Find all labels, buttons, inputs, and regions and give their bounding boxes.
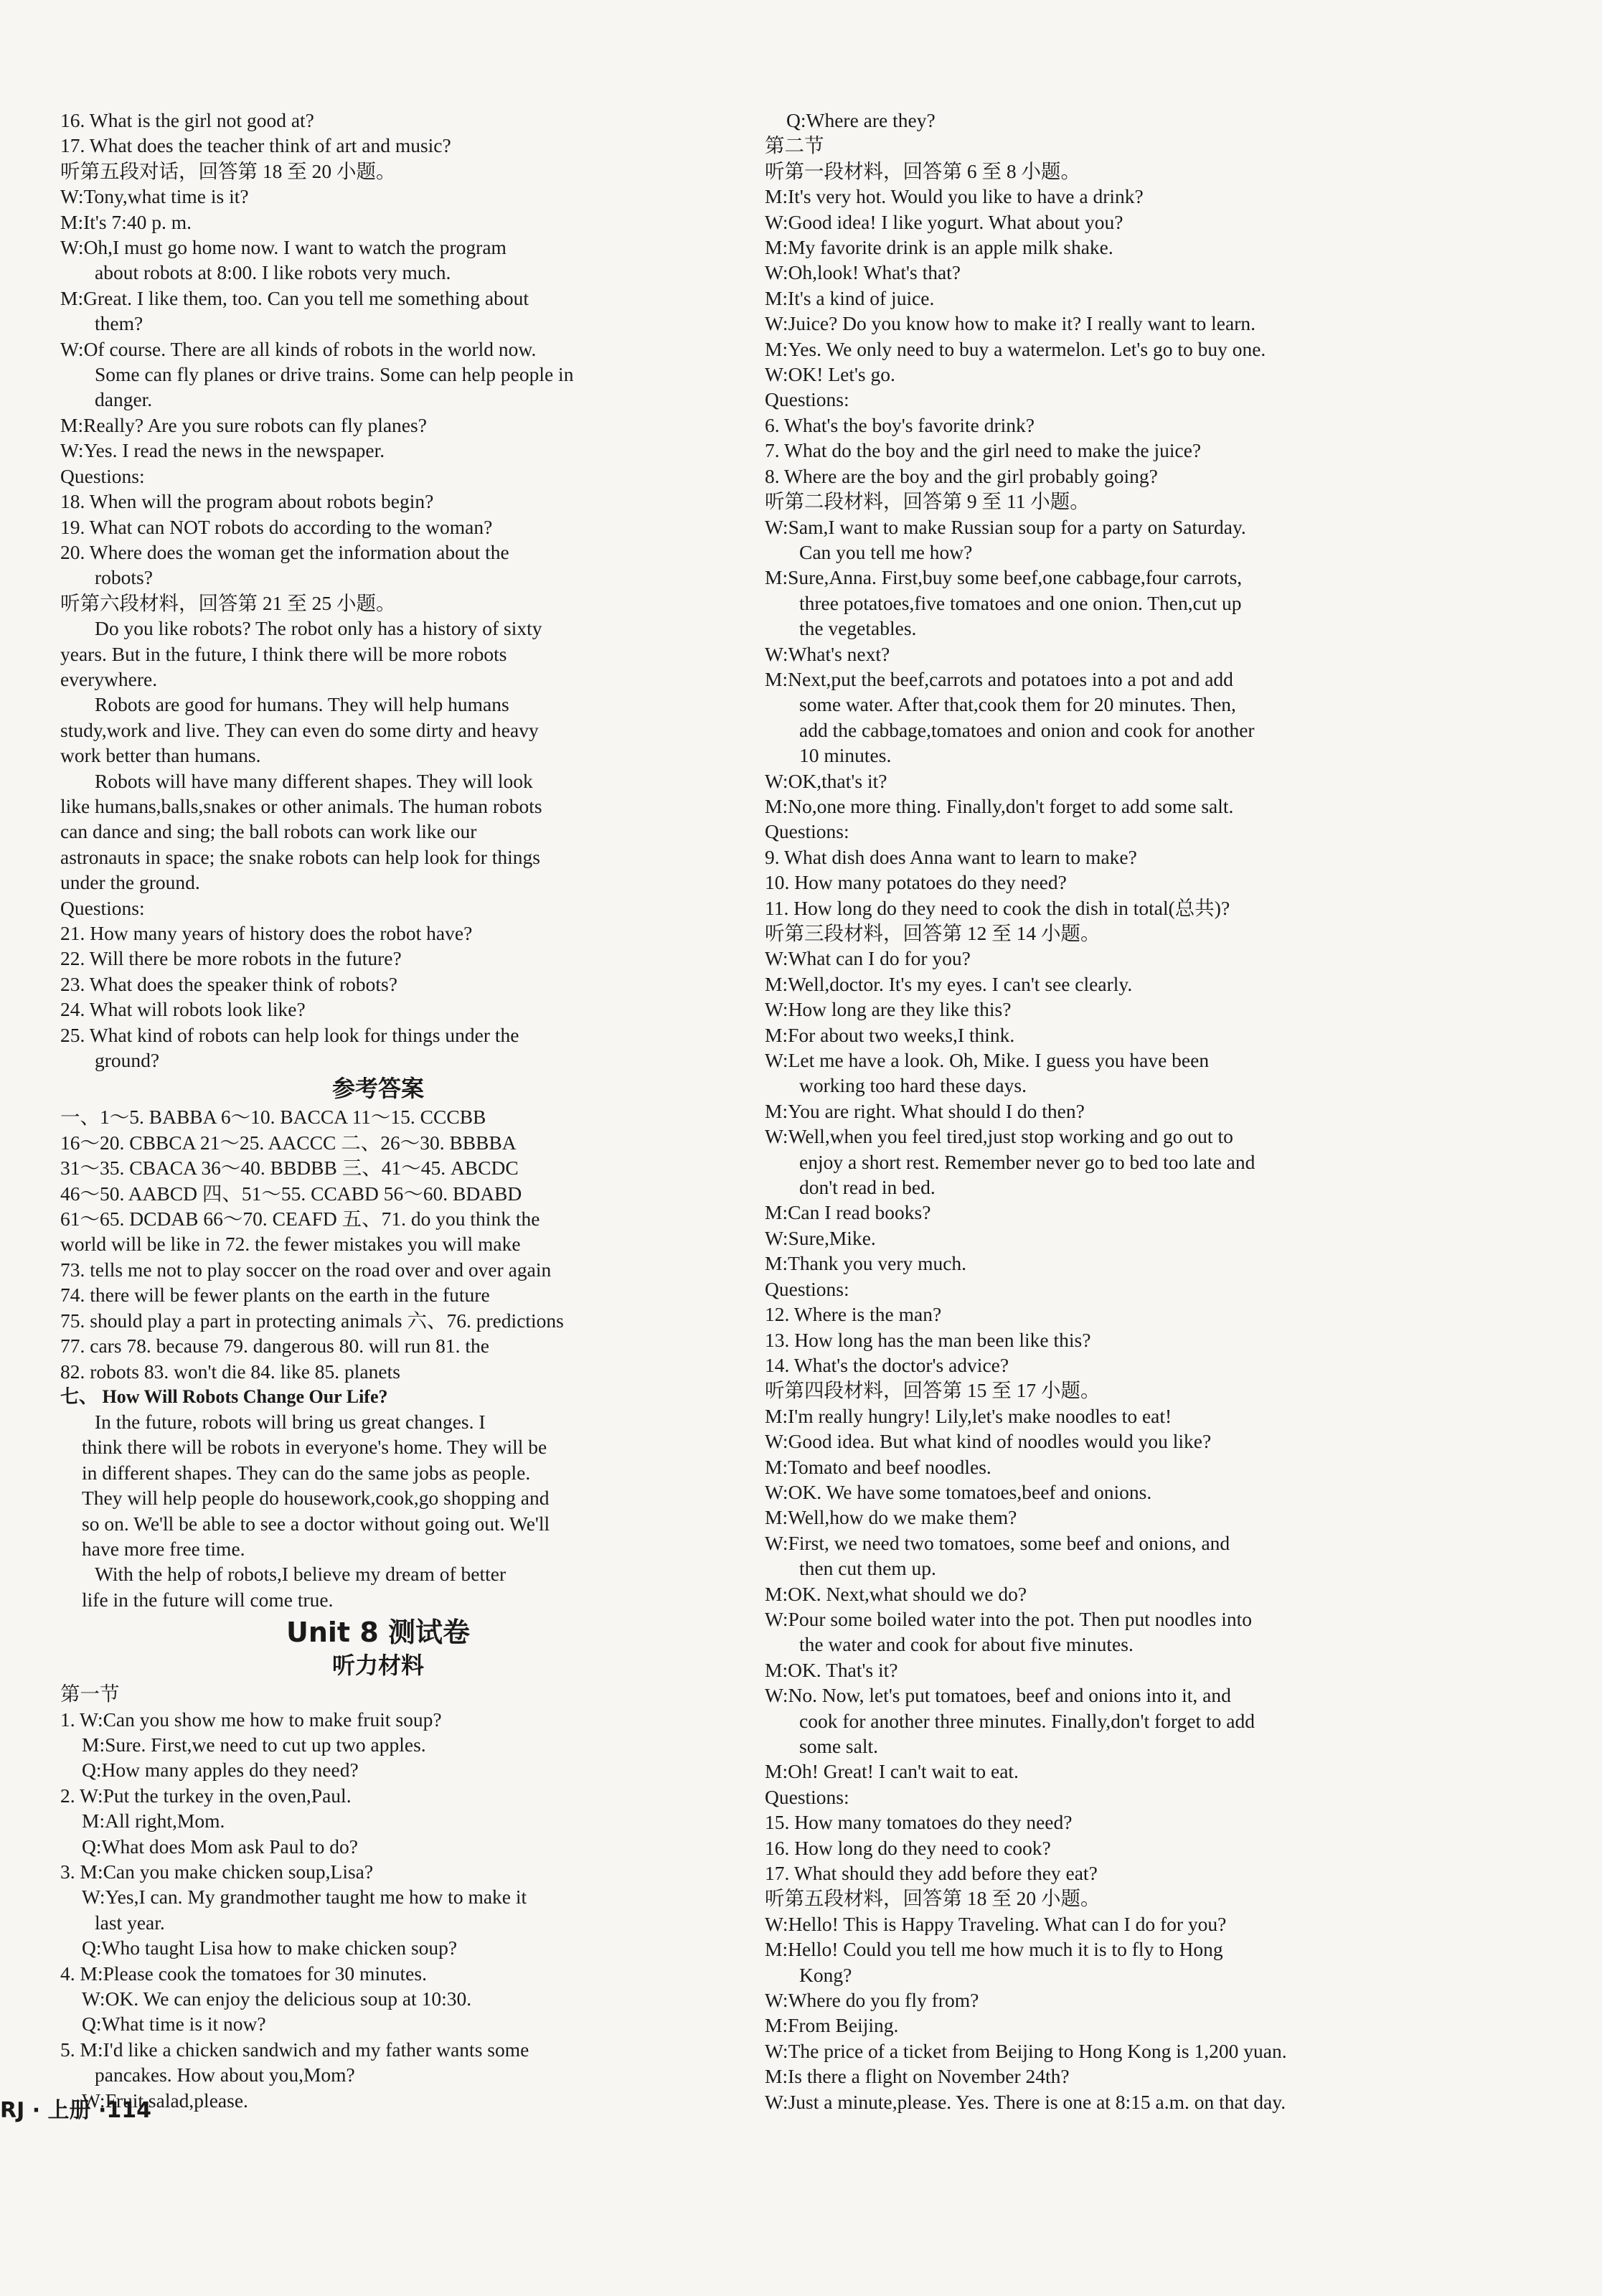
right-text-line: W:The price of a ticket from Beijing to Hong Kong is 1,200 yuan. (765, 2039, 1287, 2062)
left-text-line: Do you like robots? The robot only has a history of sixty (95, 617, 542, 640)
right-text-line: W:Just a minute,please. Yes. There is one at 8:15 a.m. on that day. (765, 2090, 1286, 2113)
left-text-line: Questions: (60, 464, 145, 487)
left-text-line: 5. M:I'd like a chicken sandwich and my father wants some (60, 2038, 529, 2061)
left-text-line: 听力材料 (331, 1652, 424, 1680)
right-text-line: W:OK! Let's go. (765, 363, 895, 386)
left-text-line: 听第五段对话，回答第 18 至 20 小题。 (60, 159, 396, 182)
left-text-line: W:Yes,I can. My grandmother taught me how to make it (82, 1886, 527, 1909)
left-text-line: W:Oh,I must go home now. I want to watch the program (60, 236, 506, 259)
right-text-line: W:Well,when you feel tired,just stop working and go out to (765, 1125, 1233, 1148)
right-text-line: three potatoes,five tomatoes and one onion. Then,cut up (799, 591, 1242, 614)
right-text-line: Questions: (765, 1785, 849, 1808)
right-text-line: enjoy a short rest. Remember never go to bed too late and (799, 1150, 1255, 1173)
left-text-line: M:Really? Are you sure robots can fly planes? (60, 413, 427, 436)
left-text-line: 46～50. AABCD 四、51～55. CCABD 56～60. BDABD (60, 1182, 522, 1205)
left-text-line: M:It's 7:40 p. m. (60, 210, 192, 233)
left-text-line: 21. How many years of history does the robot have? (60, 922, 473, 944)
left-text-line: work better than humans. (60, 744, 261, 767)
right-text-line: W:Let me have a look. Oh, Mike. I guess you have been (765, 1049, 1210, 1072)
right-text-line: 11. How long do they need to cook the dish in total(总共)? (765, 896, 1230, 919)
right-text-line: 17. What should they add before they eat? (765, 1862, 1098, 1885)
left-text-line: 25. What kind of robots can help look for things under the (60, 1023, 519, 1046)
right-text-line: M:No,one more thing. Finally,don't forget to add some salt. (765, 794, 1234, 817)
left-text-line: 1. W:Can you show me how to make fruit soup? (60, 1708, 442, 1731)
left-text-line: 82. robots 83. won't die 84. like 85. planets (60, 1360, 400, 1383)
right-text-line: 第二节 (765, 134, 824, 157)
right-text-line: W:Hello! This is Happy Traveling. What can I do for you? (765, 1912, 1227, 1935)
right-text-line: then cut them up. (799, 1557, 936, 1580)
right-text-line: W:OK,that's it? (765, 769, 887, 792)
right-text-line: M:I'm really hungry! Lily,let's make noodles to eat! (765, 1404, 1172, 1427)
left-text-line: like humans,balls,snakes or other animals. The human robots (60, 794, 542, 817)
right-text-line: 10 minutes. (799, 744, 892, 767)
left-text-line: Unit 8 测试卷 (286, 1617, 470, 1649)
left-text-line: under the ground. (60, 871, 200, 894)
right-text-line: M:Well,how do we make them? (765, 1506, 1017, 1529)
right-text-line: 听第一段材料，回答第 6 至 8 小题。 (765, 159, 1080, 182)
left-text-line: can dance and sing; the ball robots can work like our (60, 820, 477, 843)
left-text-line: Robots are good for humans. They will help humans (95, 693, 509, 716)
left-text-line: 3. M:Can you make chicken soup,Lisa? (60, 1860, 374, 1883)
left-text-line: 4. M:Please cook the tomatoes for 30 minutes. (60, 1962, 427, 1985)
right-text-line: working too hard these days. (799, 1074, 1027, 1097)
right-text-line: M:Yes. We only need to buy a watermelon. Let's go to buy one. (765, 337, 1266, 360)
right-text-line: M:From Beijing. (765, 2014, 899, 2037)
left-text-line: W:Fruit salad,please. (82, 2089, 248, 2112)
left-text-line: 24. What will robots look like? (60, 998, 306, 1021)
left-text-line: W:Tony,what time is it? (60, 185, 249, 208)
right-text-line: the vegetables. (799, 617, 917, 640)
left-text-line: so on. We'll be able to see a doctor without going out. We'll (82, 1512, 550, 1535)
right-text-line: M:It's a kind of juice. (765, 286, 935, 309)
right-text-line: add the cabbage,tomatoes and onion and cook for another (799, 718, 1255, 741)
left-text-line: study,work and live. They can even do some dirty and heavy (60, 718, 539, 741)
right-text-line: M:For about two weeks,I think. (765, 1023, 1015, 1046)
right-text-line: Questions: (765, 1277, 849, 1300)
left-text-line: them? (95, 312, 143, 335)
right-text-line: M:Thank you very much. (765, 1252, 967, 1275)
right-text-line: M:Oh! Great! I can't wait to eat. (765, 1760, 1019, 1783)
right-text-line: M:My favorite drink is an apple milk shake. (765, 236, 1113, 259)
right-text-line: W:How long are they like this? (765, 998, 1012, 1021)
right-text-line: don't read in bed. (799, 1176, 936, 1199)
right-text-line: W:No. Now, let's put tomatoes, beef and onions into it, and (765, 1684, 1231, 1707)
right-text-line: W:What can I do for you? (765, 947, 971, 970)
left-text-line: 73. tells me not to play soccer on the road over and over again (60, 1258, 552, 1281)
right-text-line: some water. After that,cook them for 20 minutes. Then, (799, 693, 1236, 716)
left-text-line: Q:How many apples do they need? (82, 1759, 359, 1782)
left-text-line: 16～20. CBBCA 21～25. AACCC 二、26～30. BBBBA (60, 1131, 517, 1154)
left-text-line: about robots at 8:00. I like robots very much. (95, 261, 451, 284)
right-text-line: 6. What's the boy's favorite drink? (765, 413, 1035, 436)
right-text-line: M:Hello! Could you tell me how much it is to fly to Hong (765, 1938, 1223, 1961)
left-text-line: 18. When will the program about robots begin? (60, 490, 434, 513)
left-text-line: Some can fly planes or drive trains. Some can help people in (95, 363, 574, 386)
right-text-line: M:Next,put the beef,carrots and potatoes into a pot and add (765, 667, 1233, 690)
left-text-line: 一、1～5. BABBA 6～10. BACCA 11～15. CCCBB (60, 1106, 486, 1129)
right-text-line: 听第五段材料，回答第 18 至 20 小题。 (765, 1887, 1101, 1910)
left-text-line: M:Sure. First,we need to cut up two apples. (82, 1733, 426, 1756)
left-text-line: everywhere. (60, 667, 158, 690)
left-column (60, 108, 696, 2113)
right-text-line: M:Well,doctor. It's my eyes. I can't see clearly. (765, 972, 1133, 995)
page-footer: RJ · 上册 ·114 (0, 2098, 152, 2123)
left-text-line: 31～35. CBACA 36～40. BBDBB 三、41～45. ABCDC (60, 1157, 519, 1180)
right-text-line: 13. How long has the man been like this? (765, 1328, 1091, 1351)
left-text-line: 参考答案 (331, 1075, 424, 1103)
right-text-line: M:OK. Next,what should we do? (765, 1582, 1027, 1605)
right-text-line: some salt. (799, 1735, 878, 1757)
right-text-line: W:Sure,Mike. (765, 1226, 876, 1249)
left-text-line: Questions: (60, 896, 145, 919)
left-text-line: W:Of course. There are all kinds of robots in the world now. (60, 337, 537, 360)
left-text-line: Robots will have many different shapes. They will look (95, 769, 533, 792)
left-text-line: 20. Where does the woman get the information about the (60, 540, 509, 563)
left-text-line: Q:What does Mom ask Paul to do? (82, 1835, 358, 1858)
right-text-line: W:Where do you fly from? (765, 1989, 979, 2012)
right-text-line: M:You are right. What should I do then? (765, 1099, 1085, 1122)
right-text-line: the water and cook for about five minutes. (799, 1633, 1134, 1656)
left-text-line: 61～65. DCDAB 66～70. CEAFD 五、71. do you think the (60, 1208, 540, 1231)
right-text-line: 9. What dish does Anna want to learn to make? (765, 845, 1137, 868)
left-text-line: 第一节 (60, 1683, 120, 1705)
left-text-line: danger. (95, 388, 153, 411)
left-text-line: robots? (95, 566, 153, 589)
right-text-line: Questions: (765, 388, 849, 411)
right-text-line: Q:Where are they? (786, 109, 936, 131)
right-text-line: M:OK. That's it? (765, 1658, 898, 1681)
left-text-line: astronauts in space; the snake robots can help look for things (60, 845, 541, 868)
right-text-line: W:Juice? Do you know how to make it? I really want to learn. (765, 312, 1255, 335)
left-text-line: world will be like in 72. the fewer mistakes you will make (60, 1233, 521, 1256)
left-text-line: M:All right,Mom. (82, 1810, 225, 1832)
left-text-line: 16. What is the girl not good at? (60, 109, 314, 131)
left-text-line: 17. What does the teacher think of art and music? (60, 134, 451, 157)
left-text-line: W:Yes. I read the news in the newspaper. (60, 439, 385, 462)
left-text-line: They will help people do housework,cook,go shopping and (82, 1487, 550, 1510)
right-text-line: W:First, we need two tomatoes, some beef and onions, and (765, 1531, 1230, 1554)
right-text-line: 8. Where are the boy and the girl probably going? (765, 464, 1158, 487)
left-text-line: life in the future will come true. (82, 1588, 334, 1611)
left-text-line: pancakes. How about you,Mom? (95, 2064, 355, 2086)
left-text-line: years. But in the future, I think there will be more robots (60, 642, 507, 665)
right-text-line: 15. How many tomatoes do they need? (765, 1811, 1073, 1834)
left-text-line: 77. cars 78. because 79. dangerous 80. will run 81. the (60, 1335, 489, 1358)
left-text-line: have more free time. (82, 1537, 245, 1560)
left-text-line: last year. (95, 1911, 165, 1934)
right-text-line: Kong? (799, 1963, 852, 1986)
right-column (765, 108, 1400, 2114)
right-text-line: M:Is there a flight on November 24th? (765, 2065, 1070, 2088)
left-text-line: 22. Will there be more robots in the future? (60, 947, 402, 970)
left-text-line: With the help of robots,I believe my dream of better (95, 1563, 506, 1586)
right-text-line: M:Tomato and beef noodles. (765, 1455, 991, 1478)
left-text-line: M:Great. I like them, too. Can you tell me something about (60, 286, 529, 309)
left-text-line: 听第六段材料，回答第 21 至 25 小题。 (60, 591, 396, 614)
right-text-line: 听第三段材料，回答第 12 至 14 小题。 (765, 922, 1101, 944)
right-text-line: 16. How long do they need to cook? (765, 1836, 1051, 1859)
right-text-line: W:Good idea. But what kind of noodles would you like? (765, 1430, 1212, 1453)
right-text-line: 7. What do the boy and the girl need to make the juice? (765, 439, 1202, 462)
left-text-line: Q:Who taught Lisa how to make chicken soup? (82, 1937, 458, 1959)
left-text-line: 23. What does the speaker think of robots? (60, 972, 397, 995)
right-text-line: 听第二段材料，回答第 9 至 11 小题。 (765, 490, 1090, 513)
left-text-line: think there will be robots in everyone's home. They will be (82, 1436, 547, 1459)
left-text-line: ground? (95, 1049, 160, 1072)
left-text-line: 75. should play a part in protecting animals 六、76. predictions (60, 1309, 564, 1332)
right-text-line: 听第四段材料，回答第 15 至 17 小题。 (765, 1379, 1101, 1402)
right-text-line: W:OK. We have some tomatoes,beef and onions. (765, 1480, 1152, 1503)
left-text-line: Q:What time is it now? (82, 2013, 266, 2036)
right-text-line: 14. What's the doctor's advice? (765, 1353, 1009, 1376)
right-text-line: Questions: (765, 820, 849, 843)
right-text-line: W:What's next? (765, 642, 890, 665)
left-text-line: 七、 How Will Robots Change Our Life? (60, 1385, 388, 1407)
left-text-line: 19. What can NOT robots do according to the woman? (60, 515, 493, 538)
right-text-line: W:Sam,I want to make Russian soup for a party on Saturday. (765, 515, 1246, 538)
right-text-line: M:Can I read books? (765, 1201, 931, 1224)
right-text-line: 12. Where is the man? (765, 1303, 942, 1326)
left-text-line: 74. there will be fewer plants on the earth in the future (60, 1284, 490, 1307)
right-text-line: cook for another three minutes. Finally,don't forget to add (799, 1709, 1255, 1732)
right-text-line: W:Good idea! I like yogurt. What about you? (765, 210, 1123, 233)
right-text-line: Can you tell me how? (799, 540, 973, 563)
left-text-line: In the future, robots will bring us great changes. I (95, 1410, 486, 1433)
left-text-line: W:OK. We can enjoy the delicious soup at 10:30. (82, 1987, 472, 2010)
right-text-line: W:Pour some boiled water into the pot. Then put noodles into (765, 1607, 1253, 1630)
right-text-line: W:Oh,look! What's that? (765, 261, 961, 284)
right-text-line: M:It's very hot. Would you like to have a drink? (765, 185, 1144, 208)
left-text-line: in different shapes. They can do the same jobs as people. (82, 1461, 531, 1484)
right-text-line: 10. How many potatoes do they need? (765, 871, 1067, 894)
left-text-line: 2. W:Put the turkey in the oven,Paul. (60, 1784, 352, 1807)
right-text-line: M:Sure,Anna. First,buy some beef,one cabbage,four carrots, (765, 566, 1243, 589)
